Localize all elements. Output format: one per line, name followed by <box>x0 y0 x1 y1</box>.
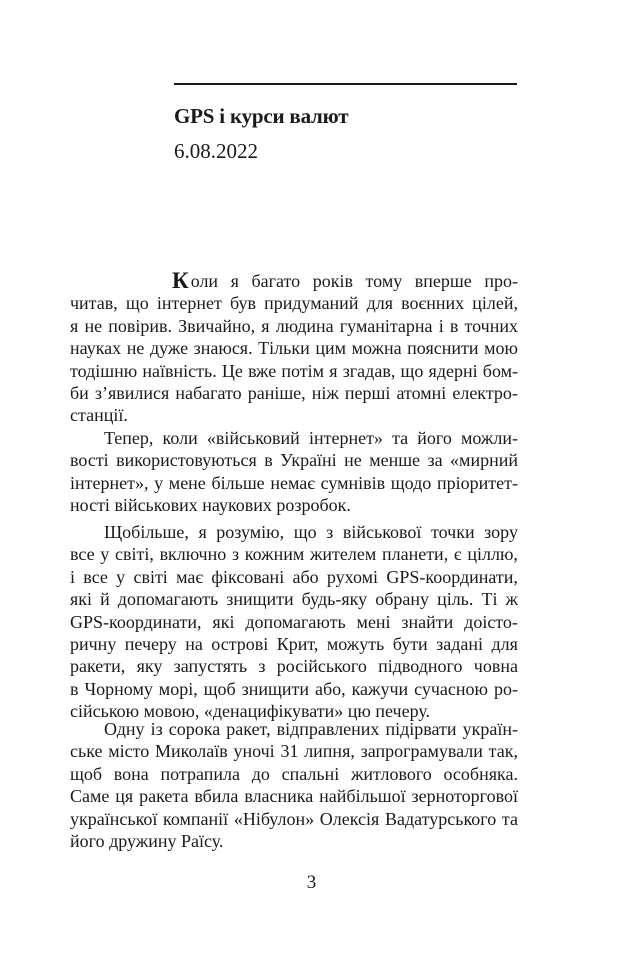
text-line: ракети, яку запустять з російського підводного човна <box>70 656 518 677</box>
text-line: GPS-координати, які допомагають мені знайти доісто- <box>70 611 518 632</box>
paragraph-4 <box>70 718 518 852</box>
text-line: Одну із сорока ракет, відправлених підірвати україн- <box>104 719 518 739</box>
text-line: Саме ця ракета вбила власника найбільшої зерноторгової <box>70 786 518 807</box>
text-line: би з’явилися набагато раніше, ніж перші атомні електро- <box>70 382 518 403</box>
text-line: станції. <box>70 405 128 426</box>
text-line: щоб вона потрапила до спальні житлового особняка. <box>70 763 518 784</box>
text-line <box>70 270 518 292</box>
text-line: читав, що інтернет був придуманий для воєнних цілей, <box>70 293 518 314</box>
text-line: ське місто Миколаїв уночі 31 липня, запрограмували так, <box>70 741 518 762</box>
text-line: я не повірив. Звичайно, я людина гуманітарна і в точних <box>70 315 518 336</box>
text-line: ричну печеру на острові Крит, можуть бути задані для <box>70 633 518 654</box>
text-line: української компанії «Нібулон» Олексія Вадатурського та <box>70 808 518 829</box>
text-line: ності військових наукових розробок. <box>70 495 351 516</box>
text-line: його дружину Раїсу. <box>70 830 224 851</box>
text-line: все у світі, включно з кожним жителем планети, є ціллю, <box>70 544 518 565</box>
text-line: науках не дуже знаюся. Тільки цим можна пояснити мою <box>70 338 518 359</box>
chapter-date: 6.08.2022 <box>174 139 258 163</box>
text-line: які й допомагають знищити будь-яку обрану ціль. Ті ж <box>70 589 518 610</box>
text-line: інтернет», у мене більше немає сумнівів щодо пріоритет- <box>70 472 518 493</box>
chapter-title: GPS і курси валют <box>174 104 349 128</box>
header-rule <box>174 83 517 85</box>
paragraph-3 <box>70 521 518 723</box>
text-line: тодішню наївність. Це вже потім я згадав, що ядерні бом- <box>70 360 518 381</box>
text-line: і все у світі має фіксовані або рухомі GPS-координати, <box>70 566 518 587</box>
paragraph-2 <box>70 427 518 517</box>
paragraph-1 <box>70 270 518 427</box>
text-line-content: оли я багато років тому вперше про- <box>190 271 518 291</box>
text-line: Тепер, коли «військовий інтернет» та його можли- <box>104 428 518 448</box>
text-line: в Чорному морі, щоб знищити або, кажучи сучасною ро- <box>70 678 518 699</box>
page-number: 3 <box>306 872 317 893</box>
text-line: Щобільше, я розумію, що з військової точки зору <box>104 522 518 542</box>
text-line: вості використовуються в Україні не менше за «мирний <box>70 450 518 471</box>
text-line: сійською мовою, «денацифікувати» цю печеру. <box>70 701 431 722</box>
drop-cap-initial: К <box>172 268 189 293</box>
